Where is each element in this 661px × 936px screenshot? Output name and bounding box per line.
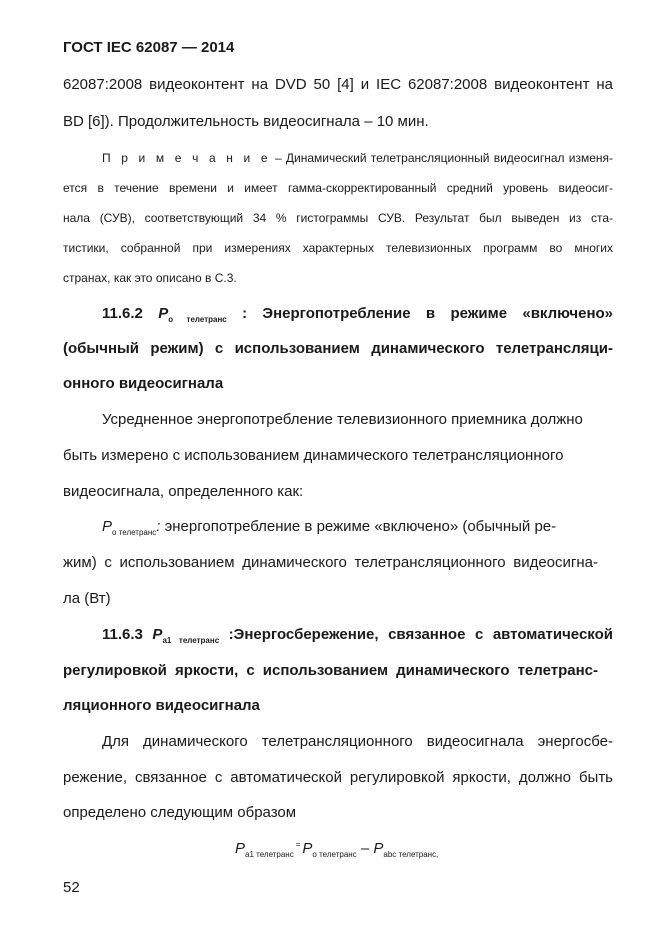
document-header: ГОСТ IEC 62087 — 2014 <box>63 39 235 56</box>
section-title: :Энергосбережение, связанное с автоматической <box>228 626 613 643</box>
section-title: : Энергопотребление в режиме «включено» <box>242 305 614 322</box>
formula-term-3: P <box>373 840 384 857</box>
power-subscript: a1 телетранс <box>162 636 220 645</box>
page-number: 52 <box>63 879 80 896</box>
paragraph-2-line-1: Для динамического телетрансляционного видеосигнала энергосбе- <box>102 733 613 750</box>
section-number: 11.6.3 <box>102 626 143 643</box>
definition-line-1 <box>102 518 556 537</box>
note-line-3: нала (СУВ), соответствующий 34 % гистограммы СУВ. Результат был выведен из ста- <box>63 211 613 225</box>
section-11-6-3-heading-line-3: ляционного видеосигнала <box>63 697 260 714</box>
note-dash: – <box>270 151 286 165</box>
formula-equals: = <box>295 840 301 849</box>
definition-text: энергопотребление в режиме «включено» (обычный ре- <box>160 518 557 535</box>
formula-term-1: P <box>235 840 246 857</box>
paragraph-2-line-2: режение, связанное с автоматической регулировкой яркости, должно быть <box>63 769 613 786</box>
definition-line-3: ла (Вт) <box>63 590 111 607</box>
section-number: 11.6.2 <box>102 305 143 322</box>
note-line-5: странах, как это описано в С.3. <box>63 271 237 285</box>
definition-colon: : <box>156 518 161 535</box>
formula-term-2: P <box>302 840 313 857</box>
section-11-6-2-heading-line-2: (обычный режим) с использованием динамического телетрансляци- <box>63 340 613 357</box>
power-subscript: о телетранс <box>168 315 227 324</box>
section-11-6-2-heading-line-3: онного видеосигнала <box>63 375 224 392</box>
intro-line-1: 62087:2008 видеоконтент на DVD 50 [4] и IEC 62087:2008 видеоконтент на <box>63 76 613 93</box>
section-11-6-3-heading-line-1 <box>102 626 613 645</box>
section-11-6-2-heading-line-1 <box>102 305 613 324</box>
power-symbol: P <box>152 626 163 643</box>
formula-subscript-1: a1 телетранс <box>245 850 294 859</box>
paragraph-2-line-3: определено следующим образом <box>63 804 297 821</box>
note-line-4: тистики, собранной при измерениях характерных телевизионных программ во многих <box>63 241 613 255</box>
formula-subscript-2: о телетранс <box>312 850 357 859</box>
formula-comma: , <box>436 850 439 859</box>
formula-subscript-3: abc телетранс <box>383 850 437 859</box>
paragraph-1-line-2: быть измерено с использованием динамического телетрансляционного <box>63 447 564 464</box>
paragraph-1-line-1: Усредненное энергопотребление телевизионного приемника должно <box>102 411 583 428</box>
paragraph-1-line-3: видеосигнала, определенного как: <box>63 483 304 500</box>
formula <box>235 840 438 859</box>
note-text: Динамический телетрансляционный видеосигнал изменя- <box>285 151 613 165</box>
note-line-2: ется в течение времени и имеет гамма-скорректированный средний уровень видеосиг- <box>63 181 613 195</box>
power-symbol: P <box>158 305 169 322</box>
formula-minus: – <box>356 840 374 857</box>
power-symbol: P <box>102 518 113 535</box>
intro-line-2: BD [6]). Продолжительность видеосигнала – 10 мин. <box>63 113 429 130</box>
note-line-1 <box>102 151 613 165</box>
note-label: П р и м е ч а н и е <box>102 151 271 165</box>
power-subscript: о телетранс <box>112 528 157 537</box>
section-11-6-3-heading-line-2: регулировкой яркости, с использованием динамического телетранс- <box>63 662 598 679</box>
definition-line-2: жим) с использованием динамического телетрансляционного видеосигна- <box>63 554 598 571</box>
